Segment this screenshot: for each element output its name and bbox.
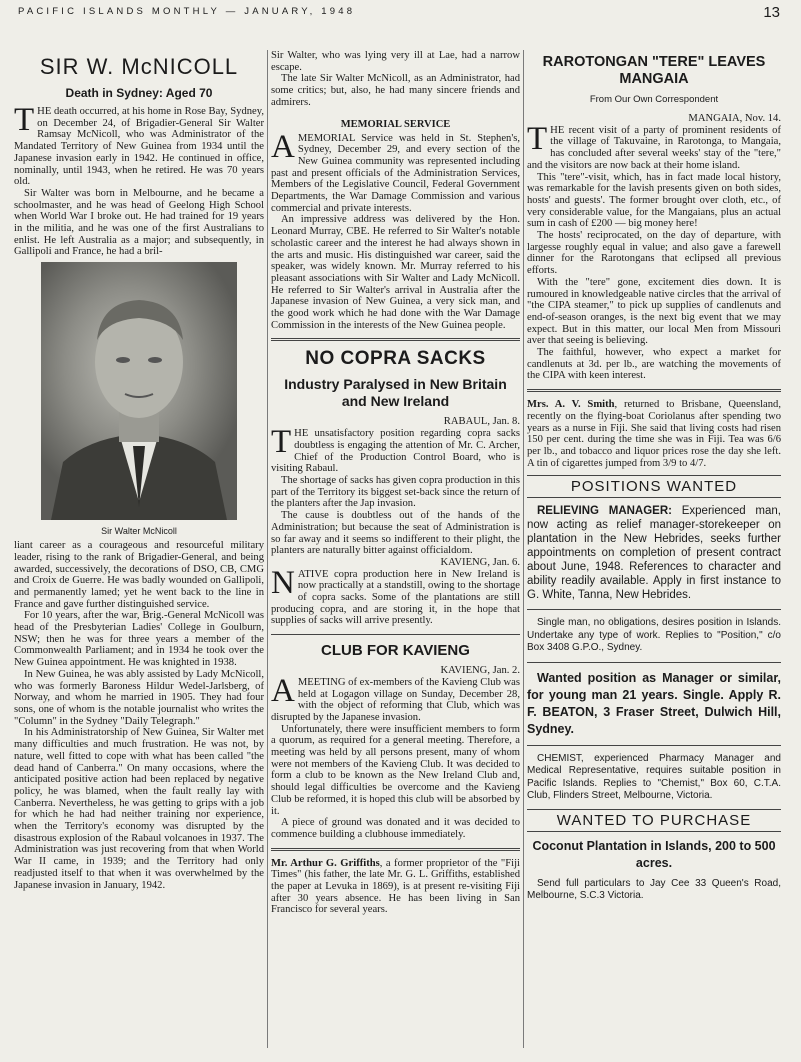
- column-3: [527, 50, 781, 1056]
- classified-ad: Send full particulars to Jay Cee 33 Queen's Road, Melbourne, S.C.3 Victoria.: [527, 877, 781, 902]
- paragraph: THE recent visit of a party of prominent residents of the village of Takuvaine, in Rarotonga, to Mangaia, has concluded after several weeks' stay of the "tere," and the visitors are now back at their home island.: [527, 120, 781, 171]
- drop-cap: T: [527, 120, 548, 157]
- dateline: MANGAIA, Nov. 14.: [688, 113, 781, 124]
- paragraph: THE unsatisfactory position regarding copra sacks doubtless is engaging the attention of Mr. C. Archer, Chief of the Production Control Board, who is visiting Rabaul.: [271, 424, 520, 475]
- article-subtitle: Death in Sydney: Aged 70: [65, 86, 213, 100]
- person-name: Mr. Arthur G. Griffiths: [271, 857, 380, 869]
- paragraph: Mr. Arthur G. Griffiths, a former proprietor of the "Fiji Times" (his father, the late Mr. G. L. Griffiths, established the paper at Levuka in 1869), is at present re-visiting Fiji after 30 years absence. He has been living in San Francisco for several years.: [271, 857, 520, 916]
- ad-title: Coconut Plantation in Islands, 200 to 500 acres.: [532, 838, 776, 870]
- paragraph: AMEMORIAL Service was held in St. Stephen's, Sydney, December 29, and every section of the New Guinea community was represented including past and present officials of the Administration Services, Members of the Legislative Council, Federal Government Departments, the War Damage Commission and various commercial and private interests.: [271, 128, 520, 214]
- article-subtitle: Industry Paralysed in New Britain and New Ireland: [284, 376, 507, 410]
- page-number: 13: [763, 4, 780, 21]
- classified-ad: RELIEVING MANAGER: Experienced man, now acting as relief manager-storekeeper on plantation in the New Hebrides, seeks further appointments on completion of present contract about June, 1948. References to character and ability readily available. Apply in first instance to G. White, Tanna, New Hebrides.: [527, 505, 781, 602]
- divider: [271, 848, 520, 851]
- drop-cap: A: [271, 128, 295, 165]
- portrait-photo: [41, 262, 237, 520]
- paragraph: The faithful, however, who expect a market for candlenuts at 3d. per lb., are watching the movements of the CIPA with keen interest.: [527, 347, 781, 382]
- article-title: RAROTONGAN "TERE" LEAVES MANGAIA: [542, 54, 766, 87]
- paragraph: With the "tere" gone, excitement dies down. It is rumoured in knowledgeable native circles that the arrival of "the CIPA steamer," to pick up supplies of candlenuts and end-of-season oranges, is the next big event that we may expect. But in this matter, our local Men from Missouri aver that seeing is believing.: [527, 276, 781, 347]
- dateline: KAVIENG, Jan. 6.: [440, 556, 520, 568]
- paragraph: Mrs. A. V. Smith, returned to Brisbane, Queensland, recently on the flying-boat Coriolanus after spending two years as a nurse in Fiji. She said that living costs had risen 150 per cent. during the time she was in Fiji. Tea was 6/6 per lb., and tobacco and liquor prices rose the day she left. A tin of cigarettes jumped from 3/9 to 4/7.: [527, 399, 781, 469]
- paragraph: The shortage of sacks has given copra production in this part of the Territory its biggest set-back since the return of the planters after the Jap invasion.: [271, 474, 520, 510]
- classified-ad: Wanted position as Manager or similar, for young man 21 years. Single. Apply R. F. BEATON, 3 Fraser Street, Dulwich Hill, Sydney.: [527, 670, 781, 736]
- divider: [271, 634, 520, 635]
- paragraph: In New Guinea, he was ably assisted by Lady McNicoll, who was formerly Baroness Hildur Wedel-Jarlsberg, of Norway, and whom he married in 1905. They had four sons, one of whom is the notable journalist who writes the "Column" in the Sydney "Daily Telegraph.": [14, 668, 264, 727]
- divider: [527, 389, 781, 392]
- paragraph: Unfortunately, there were insufficient members to form a quorum, as required for a general meeting. Therefore, a meeting was held by all persons present, many of whom were not members of the Kavieng Club. It was decided to form a club to be known as the New Ireland Club and, should legal difficulties be overcome and the Kavieng Club be reformed, it is hoped this club will be absorbed by it.: [271, 723, 520, 817]
- paragraph: The hosts' reciprocated, on the day of departure, with largesse roughly equal in value; and also gave a farewell dinner for the Rarotongans that eclipsed all previous efforts.: [527, 230, 781, 277]
- page-header: [14, 4, 786, 26]
- article-title: SIR W. McNICOLL: [39, 54, 239, 79]
- section-heading: WANTED TO PURCHASE: [527, 809, 781, 832]
- drop-cap: T: [271, 424, 292, 461]
- paragraph: A piece of ground was donated and it was decided to commence building a clubhouse immediately.: [271, 817, 520, 840]
- dateline: RABAUL, Jan. 8.: [443, 416, 520, 428]
- article-title: NO COPRA SACKS: [305, 348, 486, 370]
- column-rule: [267, 50, 268, 1048]
- divider: [527, 609, 781, 610]
- column-1: [14, 50, 264, 1056]
- paragraph: An impressive address was delivered by the Hon. Leonard Murray, CBE. He referred to Sir Walter's notable scholastic career and the interest he had always shown in the arts and music. His distinguished war career, said the speaker, was widely known. Mr. Murray referred to his pleasant associations with Sir Walter and Lady McNicoll. He referred to Sir Walter's arrival in Australia after the Japanese invasion of New Guinea, a very sick man, and the good work which he had done with the War Damage Commission in the interests of the New Guinea people.: [271, 214, 520, 331]
- paragraph: The late Sir Walter McNicoll, as an Administrator, had some critics; but, also, he had many sincere friends and admirers.: [271, 73, 520, 108]
- paragraph: THE death occurred, at his home in Rose Bay, Sydney, on December 24, of Brigadier-General Sir Walter Ramsay McNicoll, who was Administrator of the Mandated Territory of New Guinea from 1934 until the Japanese invasion early in 1942. He continued in office, nominally, until 1943, when he retired. He was 70 years old.: [14, 102, 264, 188]
- paragraph: NATIVE copra production here in New Ireland is now practically at a standstill, owing to the shortage of copra sacks. Some of the plantations are still producing copra, and are storing it, in the hope that supplies of sacks will arrive presently.: [271, 564, 520, 627]
- running-title: PACIFIC ISLANDS MONTHLY — JANUARY, 1948: [18, 6, 356, 17]
- drop-cap: T: [14, 102, 35, 138]
- classified-ad: CHEMIST, experienced Pharmacy Manager and Medical Representative, requires suitable position in Pacific Islands. Replies to "Chemist," Box 60, C.T.A. Club, Flinders Street, Melbourne, Victoria.: [527, 752, 781, 802]
- paragraph: In his Administratorship of New Guinea, Sir Walter met many difficulties and much frustration. He was not, by nature, well fitted to cope with what has been called "the dead hand of Canberra." On many occasions, where the anticipated positive action had been replaced by negative policy, he was blamed, when the fault really lay with Canberra. Nevertheless, he was getting to grips with a job for which he had had neither training nor experience, when the Territory's economy was disrupted by the disastrous explosion of the Rabaul volcanoes in 1937. The Administration was just recovering from that when World War II came, in 1939; and the Territory had only readjusted itself to that when it was overwhelmed by the Japanese invasion in January, 1942.: [14, 727, 264, 891]
- paragraph: AMEETING of ex-members of the Kavieng Club was held at Logagon village on Sunday, December 28, with the object of reforming that Club, which was disrupted by the Japanese invasion.: [271, 672, 520, 723]
- person-name: Mrs. A. V. Smith: [527, 399, 615, 411]
- divider: [527, 662, 781, 663]
- source-line: From Our Own Correspondent: [589, 94, 719, 105]
- divider: [527, 745, 781, 746]
- paragraph: This "tere"-visit, which, has in fact made local history, was remarkable for the lavish presents given on both sides, hosts' and guests'. The former brought over cloth, etc., of very considerable value, for the Mangaians, plus an actual sum in cash of £200 — big money here!: [527, 171, 781, 230]
- classified-ad: Single man, no obligations, desires position in Islands. Undertake any type of work. Replies to "Position," c/o Box 3408 G.P.O., Sydney.: [527, 617, 781, 654]
- paragraph: For 10 years, after the war, Brig.-General McNicoll was head of the Presbyterian Ladies' College in Goulburn, NSW; then he was for three years a member of the Commonwealth Parliament; and in 1934 he took over the New Guinea appointment. He was knighted in 1938.: [14, 610, 264, 669]
- section-heading: POSITIONS WANTED: [527, 475, 781, 498]
- paragraph: liant career as a courageous and resourceful military leader, rising to the rank of Brigadier-General, and being awarded, successively, the decorations of DSO, CB, CMG and Croix de Guerre. He was badly wounded on Gallipoli, and permanently lamed; yet he went back to the line in France and gave further distinguished service.: [14, 540, 264, 610]
- column-2: [271, 50, 520, 1056]
- divider: [271, 338, 520, 341]
- dateline: KAVIENG, Jan. 2.: [440, 665, 520, 677]
- drop-cap: A: [271, 672, 295, 709]
- paragraph: The cause is doubtless out of the hands of the Administration; but because the seat of Administration is so far away and it seems so indifferent to their plight, the planters are naturally bitter against officialdom.: [271, 510, 520, 557]
- photo-caption: Sir Walter McNicoll: [101, 526, 177, 537]
- paragraph: Sir Walter, who was lying very ill at Lae, had a narrow escape.: [271, 50, 520, 73]
- paragraph: Sir Walter was born in Melbourne, and he became a schoolmaster, and he was head of Geelong High School when World War I broke out. He had trained for 19 years in the militia, and he was one of the first Australians to enlist. He left Australia as a major; and subsequently, in Gallipoli and France, he had a bril-: [14, 187, 264, 258]
- drop-cap: N: [271, 564, 295, 601]
- column-rule: [523, 50, 524, 1048]
- section-heading: MEMORIAL SERVICE: [340, 118, 451, 130]
- article-title: CLUB FOR KAVIENG: [321, 642, 470, 660]
